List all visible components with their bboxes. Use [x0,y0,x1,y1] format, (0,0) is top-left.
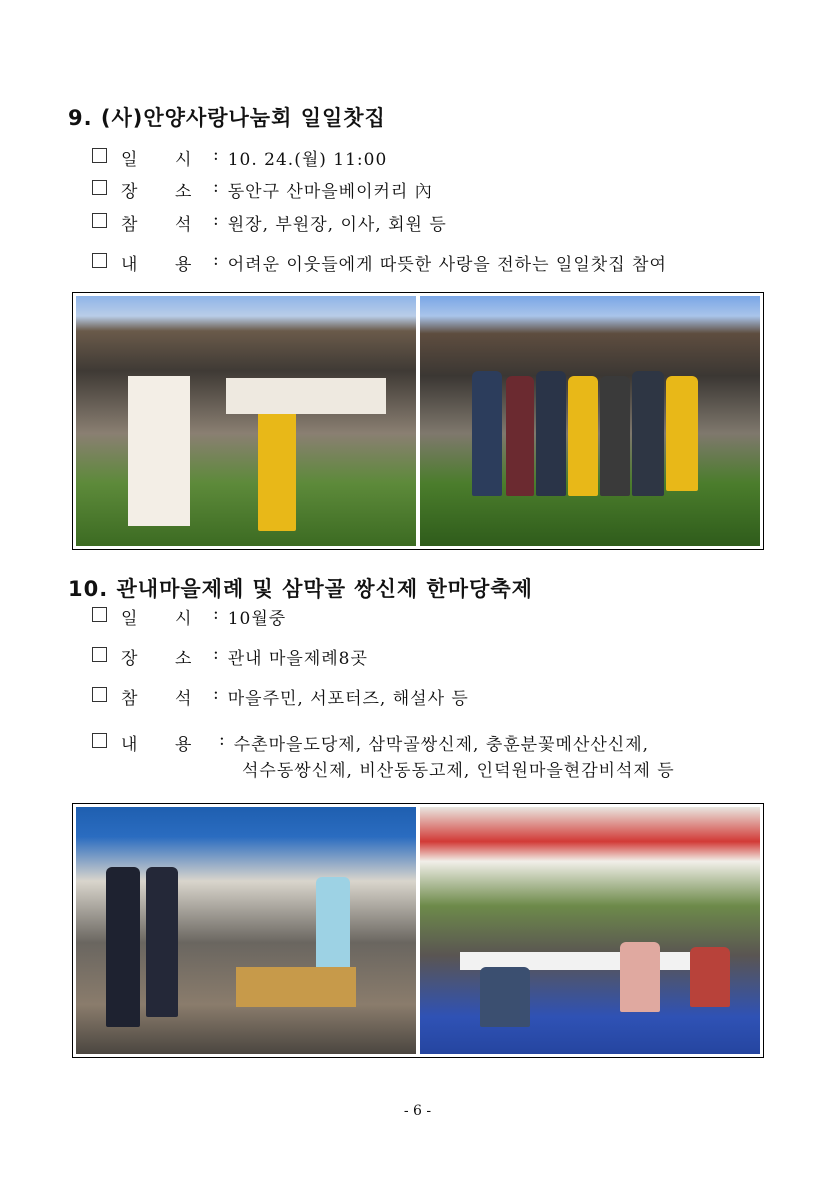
checkbox-icon [92,148,107,163]
label: 용 [175,735,193,755]
label: 시 [175,609,193,629]
value: 동안구 산마을베이커리 內 [227,182,433,202]
list-item: 장 소 : 동안구 산마을베이커리 內 [92,177,433,202]
label: 용 [175,255,193,275]
label: 석 [175,215,193,235]
checkbox-icon [92,213,107,228]
value: 마을주민, 서포터즈, 해설사 등 [227,689,469,709]
checkbox-icon [92,180,107,195]
label: 소 [175,649,193,669]
checkbox-icon [92,647,107,662]
photo-frame [72,292,764,550]
list-item: 장 소 : 관내 마을제례8곳 [92,644,368,669]
page-number: - 6 - [403,1103,432,1119]
list-item: 내 용 : 어려운 이웃들에게 따뜻한 사랑을 전하는 일일찻집 참여 [92,250,667,275]
label: 시 [175,150,193,170]
list-item: 내 용 : 수촌마을도당제, 삼막골쌍신제, 충훈분꽃메산산신제, [92,730,649,755]
label: 석 [175,689,193,709]
value: 어려운 이웃들에게 따뜻한 사랑을 전하는 일일찻집 참여 [227,255,667,275]
label: 일 [121,609,139,629]
photo-festival-audience [420,807,760,1054]
value: 석수동쌍신제, 비산동동고제, 인덕원마을현감비석제 등 [242,761,675,781]
list-item: 일 시 : 10. 24.(월) 11:00 [92,145,387,170]
checkbox-icon [92,253,107,268]
photo-village-ritual [76,807,416,1054]
photo-group-members [420,296,760,546]
checkbox-icon [92,607,107,622]
label: 참 [121,215,139,235]
list-item-continuation [242,756,675,781]
list-item: 참 석 : 원장, 부원장, 이사, 회원 등 [92,210,447,235]
list-item: 참 석 : 마을주민, 서포터즈, 해설사 등 [92,684,469,709]
label: 소 [175,182,193,202]
label: 내 [121,255,139,275]
value: 10. 24.(월) 11:00 [227,150,388,170]
label: 장 [121,182,139,202]
value: 수촌마을도당제, 삼막골쌍신제, 충훈분꽃메산산신제, [233,735,650,755]
checkbox-icon [92,687,107,702]
photo-frame [72,803,764,1058]
label: 일 [121,150,139,170]
section-10-title: 10. 관내마을제례 및 삼막골 쌍신제 한마당축제 [68,577,533,601]
photo-tea-house-volunteer [76,296,416,546]
label: 참 [121,689,139,709]
label: 장 [121,649,139,669]
checkbox-icon [92,733,107,748]
value: 관내 마을제례8곳 [227,649,368,669]
value: 원장, 부원장, 이사, 회원 등 [227,215,447,235]
list-item: 일 시 : 10월중 [92,604,286,629]
value: 10월중 [227,609,287,629]
section-9-title: 9. (사)안양사랑나눔회 일일찻집 [68,106,386,130]
label: 내 [121,735,139,755]
